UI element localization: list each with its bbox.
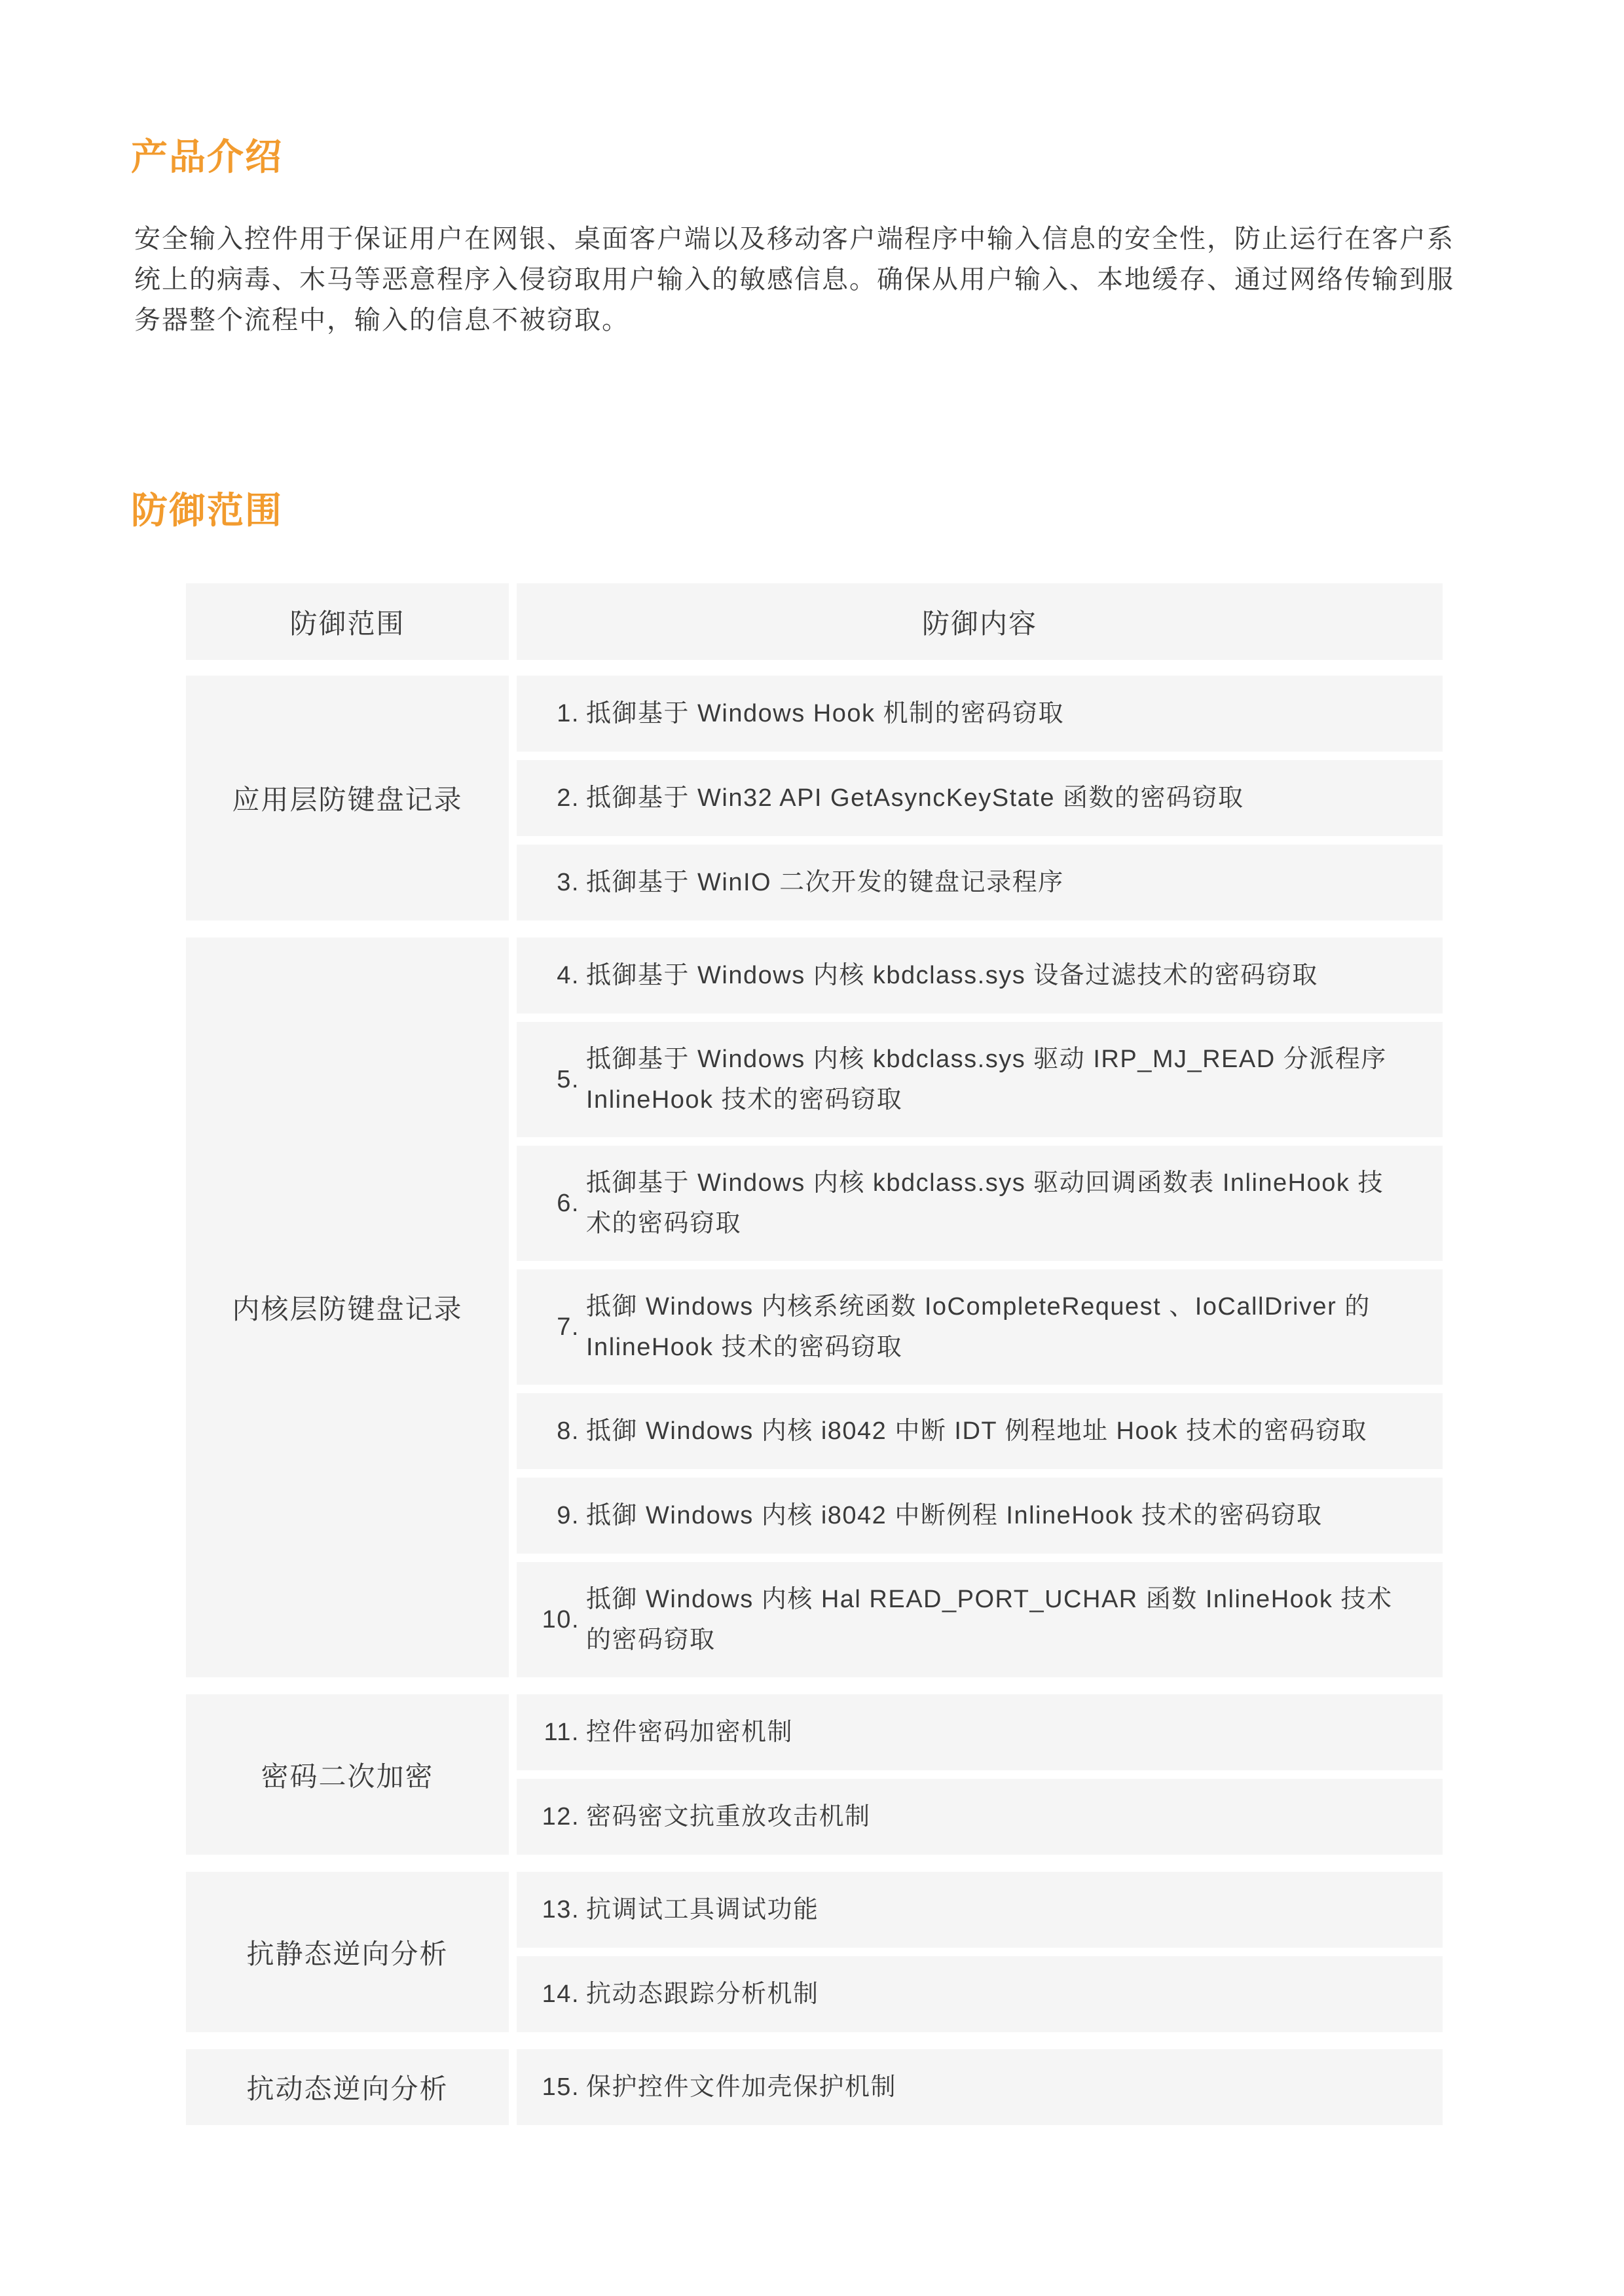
item-number: 6. bbox=[557, 1190, 580, 1217]
item-text: 抵御 Windows 内核 i8042 中断例程 InlineHook 技术的密码窃取 bbox=[586, 1502, 1323, 1529]
item-number: 7. bbox=[557, 1313, 580, 1341]
table-row bbox=[517, 676, 1443, 752]
item-text: 抵御基于 Windows 内核 kbdclass.sys 设备过滤技术的密码窃取 bbox=[586, 962, 1318, 989]
table-row bbox=[517, 1956, 1443, 2032]
table-row bbox=[517, 1146, 1443, 1261]
item-text: 抵御基于 Windows Hook 机制的密码窃取 bbox=[586, 700, 1065, 727]
group-name: 抗静态逆向分析 bbox=[186, 1872, 509, 2032]
table-header bbox=[186, 583, 1443, 660]
defense-table bbox=[186, 583, 1443, 2142]
table-group bbox=[186, 938, 1443, 1677]
table-row bbox=[517, 1694, 1443, 1770]
table-row bbox=[517, 760, 1443, 836]
item-text: 保护控件文件加壳保护机制 bbox=[586, 2073, 897, 2101]
intro-paragraph: 安全输入控件用于保证用户在网银、桌面客户端以及移动客户端程序中输入信息的安全性，防止运行在客户系统上的病毒、木马等恶意程序入侵窃取用户输入的敏感信息。确保从用户输入、本地缓存、通过网络传输到服务器整个流程中，输入的信息不被窃取。 bbox=[134, 225, 1454, 335]
table-row bbox=[517, 845, 1443, 920]
item-number: 3. bbox=[557, 869, 580, 896]
header-scope: 防御范围 bbox=[186, 583, 509, 660]
item-text: 抵御 Windows 内核 i8042 中断 IDT 例程地址 Hook 技术的密码窃取 bbox=[586, 1417, 1367, 1445]
item-number: 1. bbox=[557, 700, 580, 727]
item-number: 9. bbox=[557, 1502, 580, 1529]
header-content: 防御内容 bbox=[517, 583, 1443, 660]
group-items bbox=[517, 676, 1443, 920]
table-group bbox=[186, 676, 1443, 920]
group-items bbox=[517, 1694, 1443, 1855]
item-number: 10. bbox=[542, 1606, 580, 1633]
item-number: 12. bbox=[542, 1803, 580, 1831]
scope-heading: 防御范围 bbox=[131, 490, 283, 531]
group-name: 密码二次加密 bbox=[186, 1694, 509, 1855]
item-text: 抗动态跟踪分析机制 bbox=[586, 1980, 819, 2008]
item-text: 抵御基于 WinIO 二次开发的键盘记录程序 bbox=[586, 869, 1064, 896]
item-text: 抵御基于 Win32 API GetAsyncKeyState 函数的密码窃取 bbox=[586, 784, 1244, 812]
table-group bbox=[186, 1694, 1443, 1855]
item-text: 抵御基于 Windows 内核 kbdclass.sys 驱动回调函数表 InlineHook 技术的密码窃取 bbox=[586, 1169, 1384, 1237]
table-row bbox=[517, 1269, 1443, 1385]
table-row bbox=[517, 1562, 1443, 1677]
group-items bbox=[517, 938, 1443, 1677]
item-number: 15. bbox=[542, 2073, 580, 2101]
table-row bbox=[517, 1779, 1443, 1855]
group-items bbox=[517, 2049, 1443, 2125]
item-text: 密码密文抗重放攻击机制 bbox=[586, 1803, 871, 1831]
item-number: 14. bbox=[542, 1980, 580, 2008]
item-number: 2. bbox=[557, 784, 580, 812]
group-items bbox=[517, 1872, 1443, 2032]
table-row bbox=[517, 1478, 1443, 1554]
item-number: 11. bbox=[544, 1719, 580, 1746]
table-row bbox=[517, 1393, 1443, 1469]
item-text: 抗调试工具调试功能 bbox=[586, 1896, 819, 1923]
table-row bbox=[517, 1022, 1443, 1137]
item-text: 抵御基于 Windows 内核 kbdclass.sys 驱动 IRP_MJ_READ 分派程序 InlineHook 技术的密码窃取 bbox=[586, 1046, 1387, 1114]
item-text: 抵御 Windows 内核系统函数 IoCompleteRequest 、IoCallDriver 的 InlineHook 技术的密码窃取 bbox=[586, 1293, 1371, 1361]
group-name: 应用层防键盘记录 bbox=[186, 676, 509, 920]
item-number: 4. bbox=[557, 962, 580, 989]
group-name: 内核层防键盘记录 bbox=[186, 938, 509, 1677]
table-group bbox=[186, 2049, 1443, 2125]
table-row bbox=[517, 938, 1443, 1013]
table-row bbox=[517, 1872, 1443, 1948]
item-text: 抵御 Windows 内核 Hal READ_PORT_UCHAR 函数 InlineHook 技术的密码窃取 bbox=[586, 1586, 1393, 1654]
intro-heading: 产品介绍 bbox=[131, 136, 283, 177]
item-number: 8. bbox=[557, 1417, 580, 1445]
group-name: 抗动态逆向分析 bbox=[186, 2049, 509, 2125]
item-number: 5. bbox=[557, 1066, 580, 1093]
table-row bbox=[517, 2049, 1443, 2125]
item-text: 控件密码加密机制 bbox=[586, 1719, 794, 1746]
table-group bbox=[186, 1872, 1443, 2032]
item-number: 13. bbox=[542, 1896, 580, 1923]
